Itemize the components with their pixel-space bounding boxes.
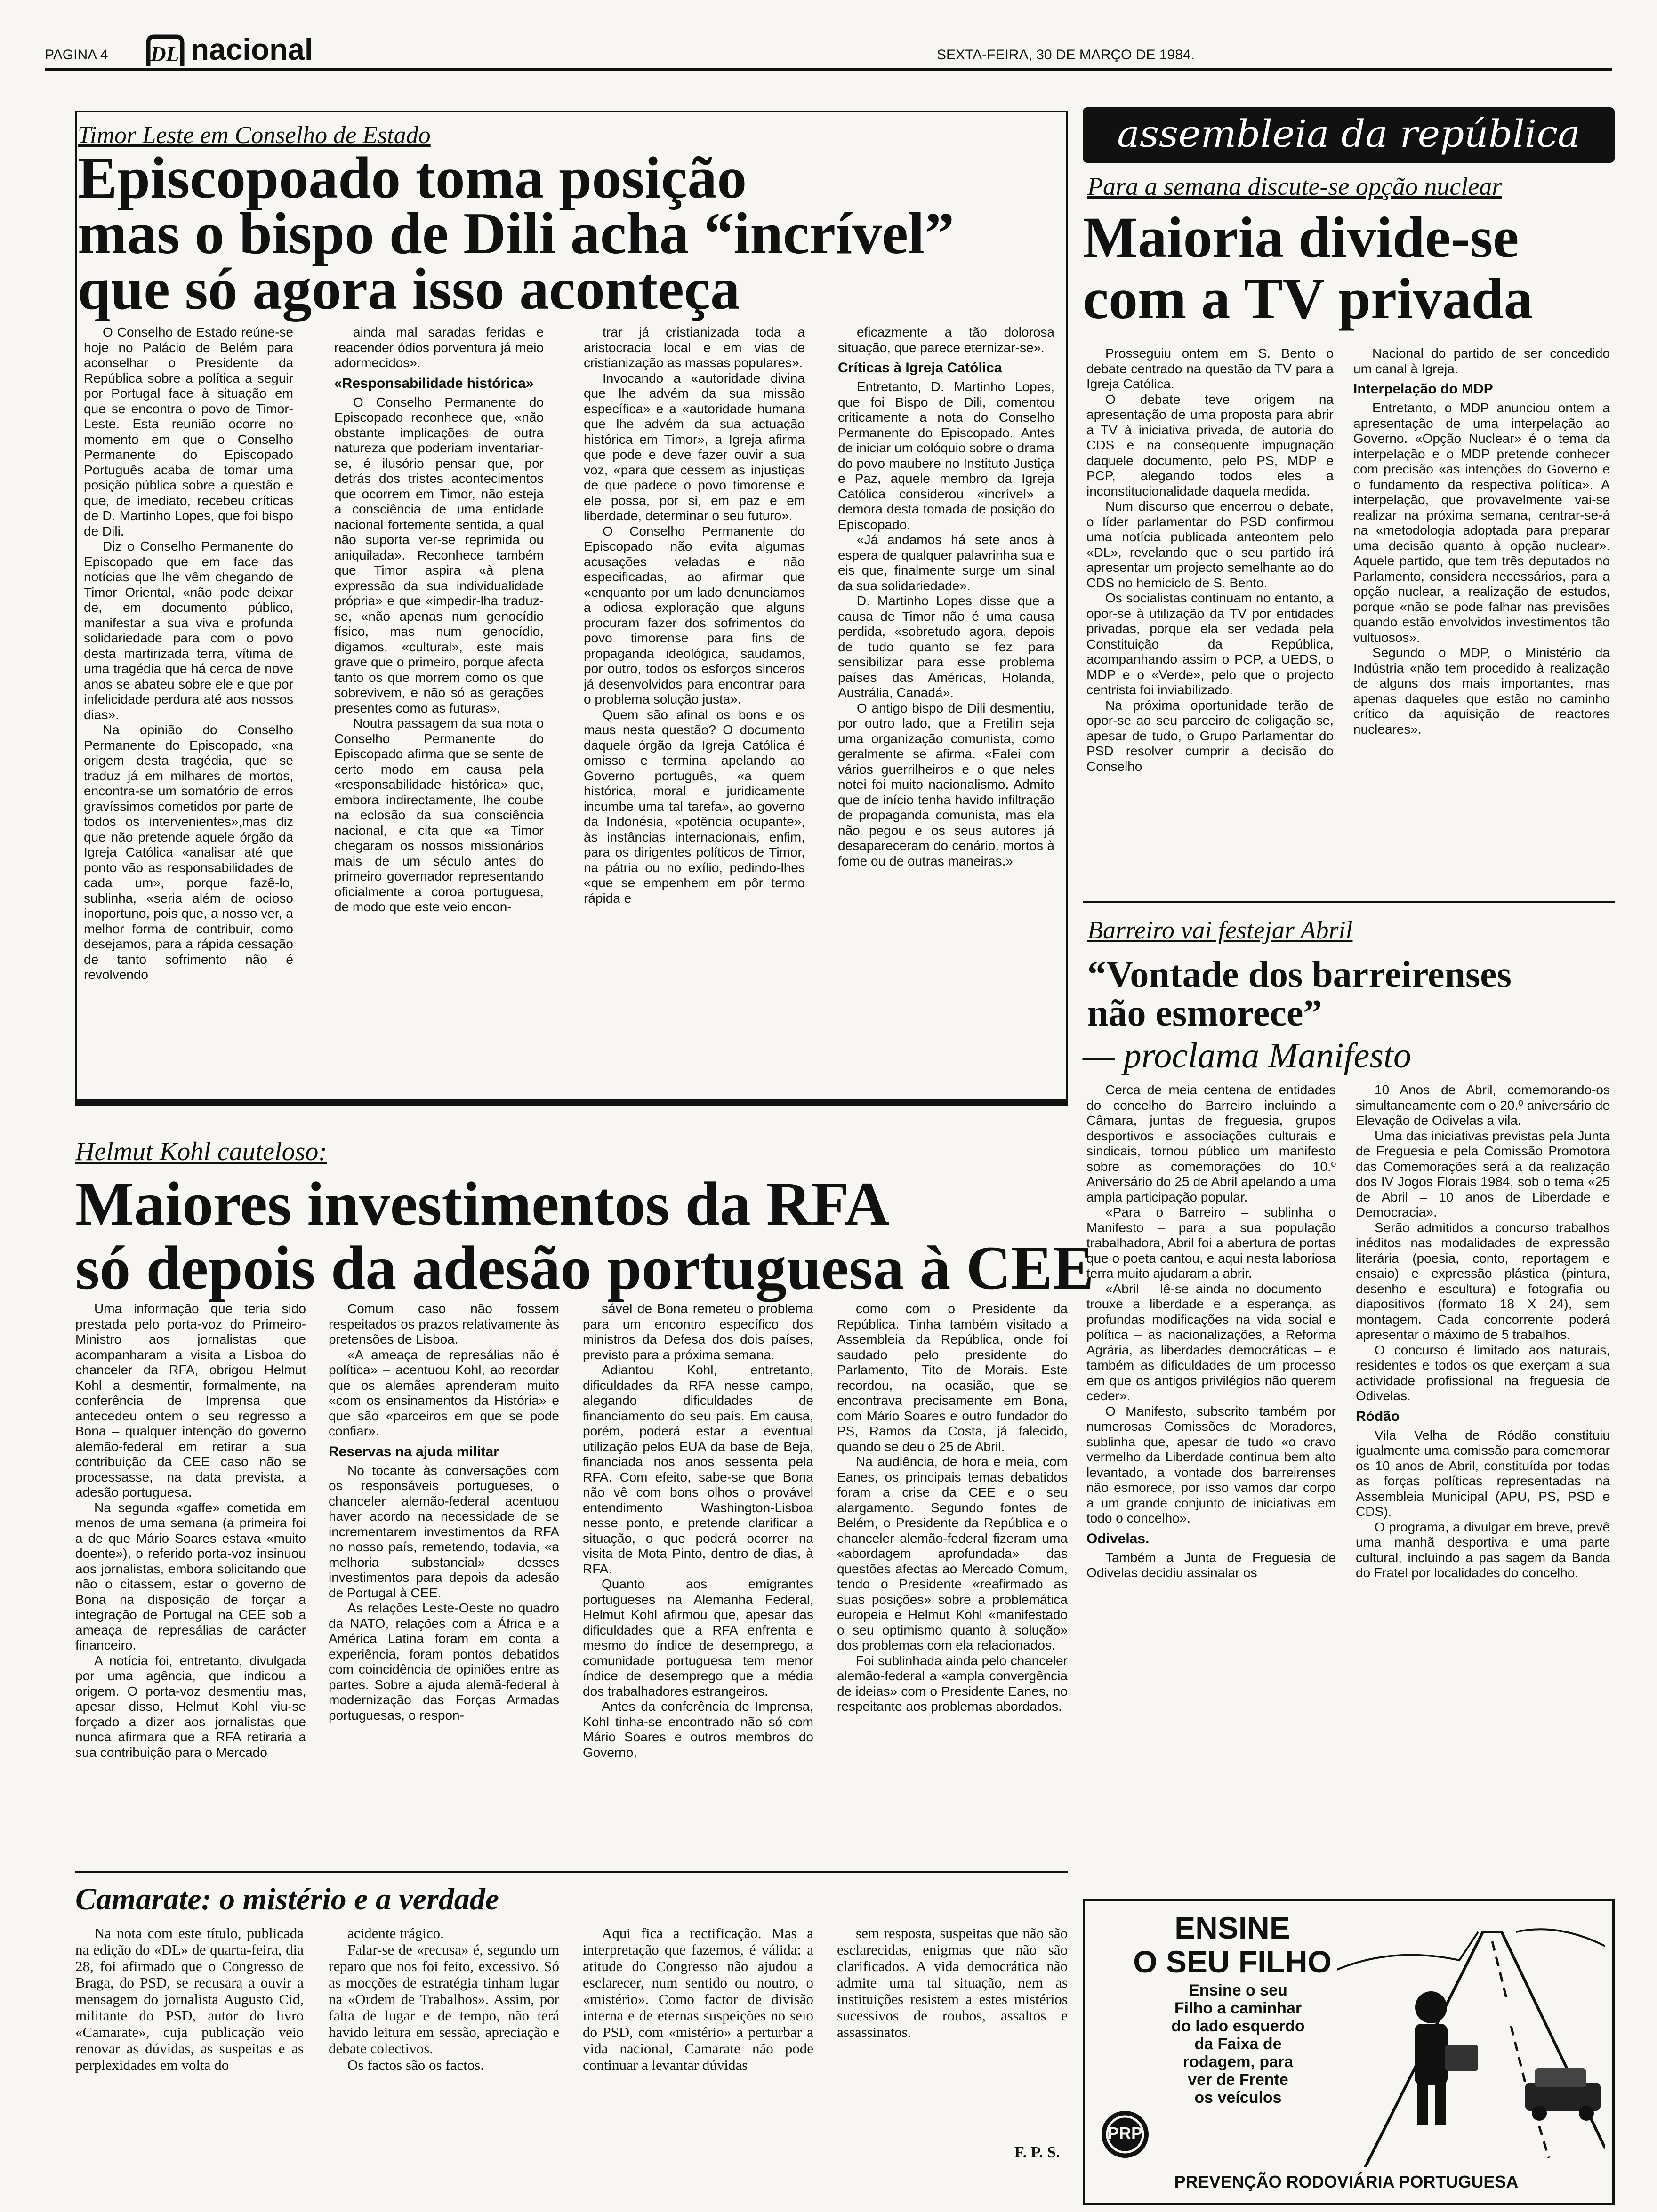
masthead-rule — [45, 68, 1612, 71]
paragraph: sável de Bona remeteu o problema para um encontro específico dos ministros da Defesa dos dois países, previsto para a próxima semana. — [583, 1301, 813, 1362]
paragraph: O concurso é limitado aos naturais, residentes e todos os que exerçam a sua actividade profissional na freguesia de Odivelas. — [1356, 1342, 1610, 1403]
paragraph: O Conselho de Estado reúne-se hoje no Palácio de Belém para aconselhar o Presidente da República sobre a política a seguir por Portugal face à situação em que se encontra o povo de Timor-Leste. Esta reunião ocorre no momento em que o Conselho Permanente do Episcopado Português acaba de tomar uma posição pública sobre a questão e que, de imediato, recebeu críticas de D. Martinho Lopes, que foi bispo de Dili. — [84, 325, 293, 538]
svg-text:DL: DL — [150, 42, 179, 66]
paragraph: Os factos são os factos. — [347, 2057, 484, 2073]
paragraph: Noutra passagem da sua nota o Conselho Permanente do Episcopado afirma que se sente de certo modo em causa pela «responsabilidade histórica» que, embora indirectamente, lhe coube na eclosão da sua consciência nacional, e cita que «a Timor chegaram os nossos missionários mais de um século antes do primeiro governador representando oficialmente a coroa portuguesa, de modo que este veio encon- — [334, 716, 544, 914]
paragraph: O Conselho Permanente do Episcopado reconhece que, «não obstante implicações de outra natureza que poderiam inventariar-se, é ilusório pensar que, por detrás dos tristes acontecimentos que ocorrem em Timor, não esteja a consciência de uma entidade nacional fortemente sentida, a qual não suporta ver-se reprimida ou aniquilada». Reconhece também que Timor aspira «à plena expressão da sua individualidade própria» e que «impedir-lha traduz-se, «não apenas num genocídio físico, mas num genocídio, digamos, «cultural», este mais grave que o primeiro, porque afecta tanto os que morrem como os que sobrevivem, e não só as gerações presentes como as futuras». — [334, 394, 544, 715]
assembleia-headline-line: Maioria divide-se — [1083, 205, 1519, 270]
timor-col-3 — [584, 325, 805, 1092]
paragraph: Quem são afinal os bons e os maus nesta questão? O documento daquele órgão da Igreja Católica é omisso e termina apelando ao Governo português, «a quem histórica, moral e juridicamente incumbe uma tal tarefa», ao governo da Indonésia, «potência ocupante», às instâncias internacionais, enfim, para os dirigentes políticos de Timor, na pátria ou no exílio, pedindo-lhes «que se empenhem em pôr termo rápida e — [584, 707, 805, 906]
subheading: Odivelas. — [1086, 1531, 1150, 1547]
child-figure-icon — [1415, 1991, 1478, 2125]
paragraph: As relações Leste-Oeste no quadro da NATO, relações com a África e a América Latina foram em conta a experiência, foram pontos debatidos com coincidência de opiniões entre as partes. Sobre a ajuda alemã-federal à modernização das Forças Armadas portuguesas, o respon- — [329, 1601, 559, 1723]
camarate-signature: F. P. S. — [1014, 2144, 1060, 2161]
paragraph: Num discurso que encerrou o debate, o líder parlamentar do PSD confirmou uma notícia publicada anteontem pelo «DL», revelando que o seu partido irá apresentar um projecto semelhante ao do CDS no hemiciclo de S. Bento. — [1086, 499, 1334, 590]
paragraph: sem resposta, suspeitas que não são esclarecidas, enigmas que não são clarificados. A vida democrática não admite uma tal situação, nem as instituições resistem a estes mistérios sucessivos de roubos, assaltos e assassinatos. — [837, 1925, 1068, 2040]
paragraph: Os socialistas continuam no entanto, a opor-se à utilização da TV por entidades privadas, porque ela ser vedada pela Constituição da República, acompanhando assim o PCP, a UEDS, o MDP e o «Verde», pelo que o projecto centrista foi inviabilizado. — [1086, 591, 1334, 697]
paragraph: Uma das iniciativas previstas pela Junta de Freguesia e pela Comissão Promotora das Comemorações será a da realização dos IV Jogos Florais 1984, sob o tema «25 de Abril – 10 anos de Liberdade e Democracia». — [1356, 1128, 1610, 1219]
ad-body-line: Ensine o seu — [1189, 1981, 1287, 1999]
paragraph: Cerca de meia centena de entidades do concelho do Barreiro incluindo a Câmara, juntas de freguesia, grupos desportivos e associações culturais e sindicais, tornou público um manifesto sobre as comemorações do 10.º Aniversário do 25 de Abril apelando a uma ampla participação popular. — [1086, 1082, 1336, 1204]
paragraph: «Para o Barreiro – sublinha o Manifesto – para a sua população trabalhadora, Abril foi a abertura de portas que o poeta cantou, e aqui nesta laboriosa terra muito ajudaram a abrir. — [1086, 1205, 1336, 1281]
paragraph: O Conselho Permanente do Episcopado não evita algumas acusações veladas e não especificadas, ao afirmar que «enquanto por um lado denunciamos a odiosa exploração que alguns procuram fazer dos sofrimentos do povo timorense para fins de propaganda ideológica, saudamos, por outro, todos os esforços sinceros já desenvolvidos para encontrar para o problema solução justa». — [584, 523, 805, 706]
kohl-headline-line: só depois da adesão portuguesa à CEE — [75, 1233, 1094, 1302]
car-icon — [1525, 2068, 1601, 2121]
subheading: Interpelação do MDP — [1353, 381, 1493, 397]
assembleia-col-2 — [1353, 346, 1610, 887]
road-scene-illustration — [1337, 1904, 1605, 2167]
paragraph: 10 Anos de Abril, comemorando-os simultaneamente com o 20.º aniversário de Elevação de Odivelas a vila. — [1356, 1082, 1610, 1128]
page-number: PAGINA 4 — [45, 47, 108, 63]
assembleia-col-1 — [1086, 346, 1334, 887]
paragraph: Quanto aos emigrantes portugueses na Alemanha Federal, Helmut Kohl afirmou que, apesar das dificuldades que a RFA enfrenta e mesmo do índice de desemprego, a comunidade portuguesa tem menor índice de desemprego que a média dos trabalhadores estrangeiros. — [583, 1577, 813, 1699]
paragraph: Comum caso não fossem respeitados os prazos relativamente às pretensões de Lisboa. — [329, 1301, 559, 1346]
barreiro-kicker: Barreiro vai festejar Abril — [1087, 916, 1353, 944]
kohl-bottom-rule — [75, 1871, 1068, 1873]
kohl-col-2 — [329, 1301, 559, 1864]
kohl-headline-line: Maiores investimentos da RFA — [75, 1169, 890, 1238]
assembleia-divider — [1083, 901, 1615, 903]
paragraph: A notícia foi, entretanto, divulgada por uma agência, que indicou a origem. O porta-voz desmentiu mas, apesar disso, Helmut Kohl viu-se forçado a dizer aos jornalistas que nunca afirmara que a RFA retiraria a sua contribuição para o Mercado — [75, 1653, 306, 1760]
dl-logo-icon — [144, 33, 186, 71]
subheading: Críticas à Igreja Católica — [838, 360, 1002, 376]
kohl-headline — [75, 1169, 1094, 1302]
paragraph: Entretanto, D. Martinho Lopes, que foi Bispo de Dili, comentou criticamente a nota do Conselho Permanente do Episcopado. Antes de iniciar um colóquio sobre o drama do povo maubere no Instituto Justiça e Paz, aquele membro da Igreja Católica considerou «incrível» a demora desta tomada de posição do Episcopado. — [838, 379, 1054, 532]
paragraph: «A ameaça de represálias não é política» – acentuou Kohl, ao recordar que os alemães aprenderam muito «com os ensinamentos da História» e que são «parceiros em que se pode confiar». — [329, 1347, 559, 1438]
issue-date: SEXTA-FEIRA, 30 DE MARÇO DE 1984. — [937, 47, 1195, 63]
barreiro-col-1 — [1086, 1082, 1336, 1887]
subheading: «Responsabilidade histórica» — [334, 375, 534, 391]
kohl-col-3 — [583, 1301, 813, 1864]
kohl-col-1 — [75, 1301, 306, 1864]
paragraph: Adiantou Kohl, entretanto, dificuldades da RFA nesse campo, alegando dificuldades de financiamento do seu país. Em causa, porém, poderá estar a eventual utilização pelos EUA da base de Beja, financiada nos anos sessenta pela RFA. Com efeito, sabe-se que Bona não vê com bons olhos o provável entendimento Washington-Lisboa nesse ponto, e pretende clarificar a situação, o que poderá ocorrer na visita de Mota Pinto, dentro de dias, à RFA. — [583, 1362, 813, 1576]
paragraph: Foi sublinhada ainda pelo chanceler alemão-federal a «ampla convergência de ideias» com o Presidente Eanes, no respeitante aos problemas abordados. — [837, 1653, 1068, 1714]
paragraph: como com o Presidente da República. Tinha também visitado a Assembleia da República, onde foi saudado pelo presidente do Parlamento, Tito de Morais. Este recordou, na ocasião, que se encontrava precisamente em Bona, com Mário Soares e outro fundador do PS, Ramos da Costa, já falecido, quando se deu o 25 de Abril. — [837, 1301, 1068, 1454]
ad-title-line: ENSINE — [1174, 1910, 1290, 1945]
timor-headline-line: que só agora isso aconteça — [78, 256, 740, 322]
barreiro-col-2 — [1356, 1082, 1610, 1887]
paragraph: Na opinião do Conselho Permanente do Episcopado, «na origem desta tragédia, que se traduz já em milhares de mortos, encontra-se um somatório de erros gravíssimos cometidos por parte de todos os intervenientes»,mas diz que não pretende aquele órgão da Igreja Católica «analisar até que ponto vão as responsabilidades de cada um», porque fazê-lo, sublinha, «seria além de ocioso inoportuno, pois que, a nosso ver, a melhor forma de contribuir, como desejamos, para a rápida cessação de tanto sofrimento não é revolvendo — [84, 722, 293, 982]
timor-headline — [78, 145, 955, 322]
paragraph: trar já cristianizada toda a aristocracia local e em vias de cristianização as massas populares». — [584, 325, 805, 370]
ad-body-line: da Faixa de — [1194, 2035, 1282, 2053]
paragraph: Na segunda «gaffe» cometida em menos de uma semana (a primeira foi a de que Mário Soares estava «muito doente»), o referido porta-voz insinuou aos jornalistas, embora solicitando que não o citassem, estar o governo de Bona na disposição de forçar a integração de Portugal na CEE sob a ameaça de represálias de carácter financeiro. — [75, 1500, 306, 1652]
subheading: Ródão — [1356, 1408, 1400, 1424]
paragraph: Antes da conferência de Imprensa, Kohl tinha-se encontrado não só com Mário Soares e outros membros do Governo, — [583, 1699, 813, 1760]
paragraph: ainda mal saradas feridas e reacender ódios porventura já meio adormecidos». — [334, 325, 544, 370]
paragraph: Na próxima oportunidade terão de opor-se ao seu parceiro de coligação se, apesar de tudo, o Grupo Parlamentar do PSD resolver cumprir a decisão do Conselho — [1086, 697, 1334, 774]
timor-kicker: Timor Leste em Conselho de Estado — [78, 122, 431, 149]
assembleia-kicker: Para a semana discute-se opção nuclear — [1087, 172, 1502, 200]
paragraph: Aqui fica a rectificação. Mas a interpretação que fazemos, é válida: a atitude do Congresso não ajudou a esclarecer, num sentido ou noutro, o «mistério». Como factor de divisão interna e de eternas suspeições no seio do PSD, com «mistério» a perturbar a vida nacional, Camarate não pode continuar a levantar dúvidas — [583, 1925, 813, 2073]
paragraph: Na nota com este título, publicada na edição do «DL» de quarta-feira, dia 28, foi afirmado que o Congresso de Braga, do PSD, se recusara a ouvir a mensagem do jornalista Augusto Cid, militante do PSD, autor do livro «Camarate», cuja publicação veio renovar as dúvidas, as suspeitas e as perplexidades em volta do — [75, 1925, 304, 2073]
paragraph: acidente trágico. — [347, 1925, 444, 1941]
barreiro-headline — [1087, 955, 1512, 1033]
ad-title — [1124, 1911, 1341, 1979]
kohl-kicker: Helmut Kohl cauteloso: — [75, 1137, 328, 1166]
section-title: nacional — [191, 32, 313, 66]
assembleia-banner-text: assembleia da república — [1117, 112, 1580, 156]
camarate-col-1 — [75, 1925, 304, 2179]
subheading: Reservas na ajuda militar — [329, 1443, 499, 1459]
prp-logo-text: PRP — [1107, 2124, 1143, 2143]
ad-title-line: O SEU FILHO — [1133, 1944, 1332, 1979]
paragraph: «Abril – lê-se ainda no documento – trouxe a liberdade e a esperança, as profundas modificações na vida social e política – as nacionalizações, a Reforma Agrária, as liberdades democráticas – e também as dificuldades de um processo em que os antigos privilégios não querem ceder». — [1086, 1281, 1336, 1403]
paragraph: No tocante às conversações com os responsáveis portugueses, o chanceler alemão-federal acentuou haver acordo na necessidade de se incrementarem investimentos da RFA no nosso país, remetendo, todavia, «a melhoria substancial» desses investimentos para depois da adesão de Portugal à CEE. — [329, 1463, 559, 1600]
ad-body-line: rodagem, para — [1182, 2053, 1294, 2071]
paragraph: eficazmente a tão dolorosa situação, que parece eternizar-se». — [838, 325, 1054, 355]
paragraph: Serão admitidos a concurso trabalhos inéditos nas modalidades de expressão literária (poesia, conto, reportagem e ensaio) e expressão plástica (pintura, desenho e escultura) e fotografia ou diapositivos (formato 18 X 24), sem montagem. Cada concorrente poderá apresentar o máximo de 5 trabalhos. — [1356, 1220, 1610, 1342]
camarate-headline: Camarate: o mistério e a verdade — [75, 1882, 499, 1916]
kohl-col-4 — [837, 1301, 1068, 1864]
paragraph: Segundo o MDP, o Ministério da Indústria «não tem procedido à realização de alguns dos mais importantes, mas apenas daqueles que estão no caminho crítico da aquisição de reactores nucleares». — [1353, 645, 1610, 737]
barreiro-headline-line: não esmorece” — [1087, 993, 1322, 1034]
paragraph: Uma informação que teria sido prestada pelo porta-voz do Primeiro-Ministro aos jornalistas que acompanharam a visita a Lisboa do chanceler da RFA, obrigou Helmut Kohl a desmentir, formalmente, na conferência de Imprensa que antecedeu ontem o seu regresso a Bona – qualquer intenção do governo alemão-federal em retirar a sua contribuição da CEE caso não se processasse, na data prevista, a adesão portuguesa. — [75, 1301, 306, 1499]
paragraph: Invocando a «autoridade divina que lhe advém da sua missão específica» e a «autoridade humana que lhe advém da sua actuação histórica em Timor», a Igreja afirma que pode e deve fazer ouvir a sua voz, «para que cessem as injustiças de que padece o povo timorense e ele possa, por si, em paz e em liberdade, determinar o seu futuro». — [584, 370, 805, 523]
timor-col-1 — [84, 325, 293, 1092]
paragraph: Diz o Conselho Permanente do Episcopado que em face das notícias que lhe vêm chegando de Timor Oriental, «não pode deixar de, em documento público, manifestar a sua viva e profunda solidariedade para com o povo desta martirizada terra, vítima de uma tragédia que há cerca de nove anos se abateu sobre ele e que por infelicidade perdura até aos nossos dias». — [84, 539, 293, 722]
assembleia-headline — [1083, 207, 1533, 329]
ad-body — [1149, 1981, 1327, 2107]
paragraph: Na audiência, de hora e meia, com Eanes, os principais temas debatidos foram a crise da CEE e o seu alargamento. Segundo fontes de Belém, o Presidente da República e o chanceler alemão-federal fizeram uma «abordagem aprofundada» das questões afectas ao Mercado Comum, tendo o Presidente «reafirmado as suas posições» sobre a problemática europeia e Helmut Kohl «manifestado o seu optimismo quanto à solução» dos problemas com ela relacionados. — [837, 1454, 1068, 1652]
assembleia-headline-line: com a TV privada — [1083, 266, 1533, 331]
paragraph: Entretanto, o MDP anunciou ontem a apresentação de uma interpelação ao Governo. «Opção Nuclear» é o tema da interpelação e o MDP pretende conhecer com precisão «as intenções do Governo e o fundamento da respectiva política». A interpelação, que provavelmente vai-se realizar na próxima semana, centrar-se-á na «metodologia adoptada para preparar uma decisão quanto à opção nuclear». Aquele partido, que tem três deputados no Parlamento, considera necessários, para a opção nuclear, a realização de estudos, porque «não se pode falhar nas previsões quando estão envolvidos investimentos tão vultuosos». — [1353, 401, 1610, 645]
timor-col-2 — [334, 325, 544, 1092]
timor-headline-line: Episcopoado toma posição — [78, 145, 747, 211]
timor-bottom-rule — [75, 1099, 1068, 1106]
ad-body-line: ver de Frente — [1188, 2071, 1288, 2089]
paragraph: O antigo bispo de Dili desmentiu, por outro lado, que a Fretilin seja uma organização comunista, como geralmente se afirma. «Falei com vários guerrilheiros e o que neles notei foi muito nacionalismo. Admito que de início tenha havido infiltração de propaganda comunista, mas ela não pegou e os seus autores já desapareceram do cenário, mortos à fome ou de outras maneiras.» — [838, 700, 1054, 868]
paragraph: D. Martinho Lopes disse que a causa de Timor não é uma causa perdida, «sobretudo agora, depois de tudo quanto se fez para sensibilizar para esse problema países das Américas, Holanda, Austrália, Canadá». — [838, 593, 1054, 700]
timor-headline-line: mas o bispo de Dili acha “incrível” — [78, 201, 955, 266]
camarate-col-4 — [837, 1925, 1068, 2113]
ad-body-line: do lado esquerdo — [1171, 2017, 1305, 2035]
camarate-col-3 — [583, 1925, 813, 2179]
camarate-col-2 — [329, 1925, 559, 2179]
paragraph: O debate teve origem na apresentação de uma proposta para abrir a TV à iniciativa privada, de autoria do CDS e na consequente impugnação daquele documento, pelo PS, MDP e PCP, alegando todos eles a inconstitucionalidade daquela medida. — [1086, 392, 1334, 498]
paragraph: Também a Junta de Freguesia de Odivelas decidiu assinalar os — [1086, 1550, 1336, 1580]
paragraph: O programa, a divulgar em breve, prevê uma manhã desportiva e uma parte cultural, incluindo a pas sagem da Banda do Fratel por localidades do concelho. — [1356, 1519, 1610, 1580]
ad-body-line: Filho a caminhar — [1174, 1999, 1302, 2017]
ad-footer: PREVENÇÃO RODOVIÁRIA PORTUGUESA — [1174, 2172, 1519, 2191]
paragraph: Prosseguiu ontem em S. Bento o debate centrado na questão da TV para a Igreja Católica. — [1086, 346, 1334, 391]
barreiro-headline-line: “Vontade dos barreirenses — [1087, 954, 1512, 995]
paragraph: «Já andamos há sete anos à espera de qualquer palavrinha sua e eis que, finalmente surge um sinal da sua solidariedade». — [838, 532, 1054, 593]
paragraph: Vila Velha de Ródão constituiu igualmente uma comissão para comemorar os 10 anos de Abril, constituída por todas as forças políticas representadas na Assembleia Municipal (APU, PS, PSD e CDS). — [1356, 1427, 1610, 1519]
paragraph: Nacional do partido de ser concedido um canal à Igreja. — [1353, 346, 1610, 376]
ad-body-line: os veículos — [1194, 2089, 1282, 2107]
paragraph: Falar-se de «recusa» é, segundo um reparo que nos foi feito, excessivo. Só as mocções de estratégia tinham lugar na «Ordem de Trabalhos». Assim, por falta de lugar e de tempo, não terá havido leitura em sessão, apreciação e debate colectivos. — [329, 1941, 559, 2057]
barreiro-subhead: — proclama Manifesto — [1083, 1036, 1412, 1075]
timor-col-4 — [838, 325, 1054, 1092]
paragraph: O Manifesto, subscrito também por numerosas Comissões de Moradores, sublinha que, apesar de tudo «o cravo vermelho da Liberdade continua bem alto levantado, a vontade dos barreirenses não esmorece, por isso vamos dar corpo a um grande conjunto de iniciativas em todo o concelho». — [1086, 1403, 1336, 1525]
